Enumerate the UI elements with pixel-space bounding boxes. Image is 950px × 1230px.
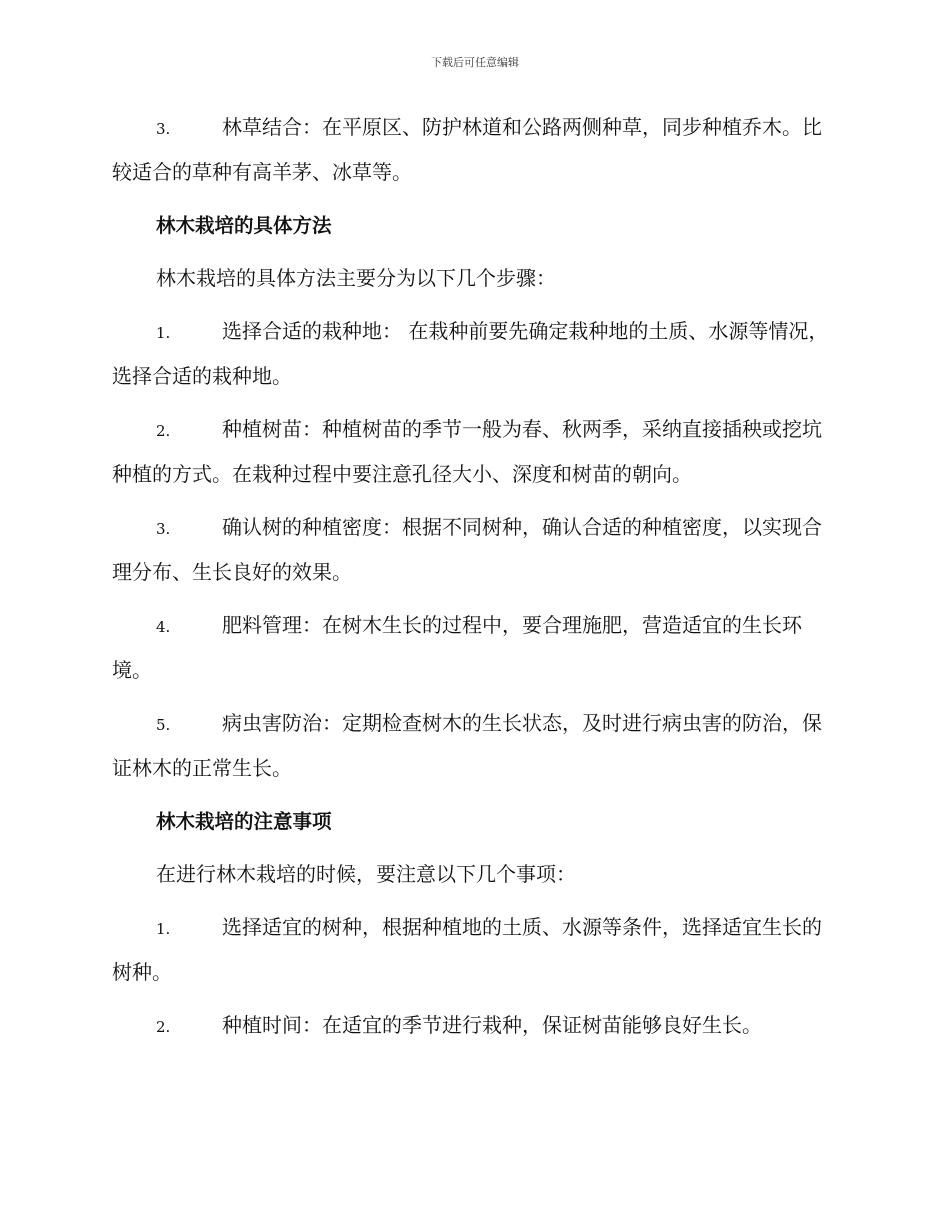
list-text: 肥料管理：在树木生长的过程中，要合理施肥，营造适宜的生长环境。 — [112, 613, 802, 682]
section-heading: 林木栽培的具体方法 — [156, 214, 332, 237]
list-number: 5. — [156, 716, 171, 734]
list-number: 2. — [156, 422, 171, 440]
document-body — [112, 106, 840, 1059]
list-item — [112, 604, 840, 692]
page-header-note: 下载后可任意编辑 — [431, 56, 519, 69]
list-text: 种植时间：在适宜的季节进行栽种，保证树苗能够良好生长。 — [222, 1013, 762, 1037]
list-number: 1. — [156, 324, 171, 342]
list-item — [112, 1004, 840, 1049]
list-item — [112, 906, 840, 994]
list-text: 选择适宜的树种，根据种植地的土质、水源等条件，选择适宜生长的树种。 — [112, 915, 822, 984]
list-number: 2. — [156, 1018, 171, 1036]
paragraph: 林木栽培的具体方法主要分为以下几个步骤： — [156, 266, 556, 290]
list-text: 确认树的种植密度：根据不同树种，确认合适的种植密度，以实现合理分布、生长良好的效果。 — [112, 515, 822, 584]
list-text: 病虫害防治：定期检查树木的生长状态，及时进行病虫害的防治，保证林木的正常生长。 — [112, 711, 822, 780]
list-number: 3. — [156, 520, 171, 538]
list-number: 1. — [156, 920, 171, 938]
list-item — [112, 106, 840, 194]
section-heading: 林木栽培的注意事项 — [156, 810, 332, 833]
list-item — [112, 702, 840, 790]
list-text: 林草结合：在平原区、防护林道和公路两侧种草，同步种植乔木。比较适合的草种有高羊茅、冰草等。 — [112, 115, 822, 184]
list-item — [112, 408, 840, 496]
list-text: 种植树苗：种植树苗的季节一般为春、秋两季，采纳直接插秧或挖坑种植的方式。在栽种过程中要注意孔径大小、深度和树苗的朝向。 — [112, 417, 822, 486]
list-number: 4. — [156, 618, 171, 636]
paragraph: 在进行林木栽培的时候，要注意以下几个事项： — [156, 862, 576, 886]
list-text: 选择合适的栽种地： 在栽种前要先确定栽种地的土质、水源等情况，选择合适的栽种地。 — [112, 319, 829, 388]
list-item — [112, 310, 840, 398]
list-item — [112, 506, 840, 594]
list-number: 3. — [156, 120, 171, 138]
